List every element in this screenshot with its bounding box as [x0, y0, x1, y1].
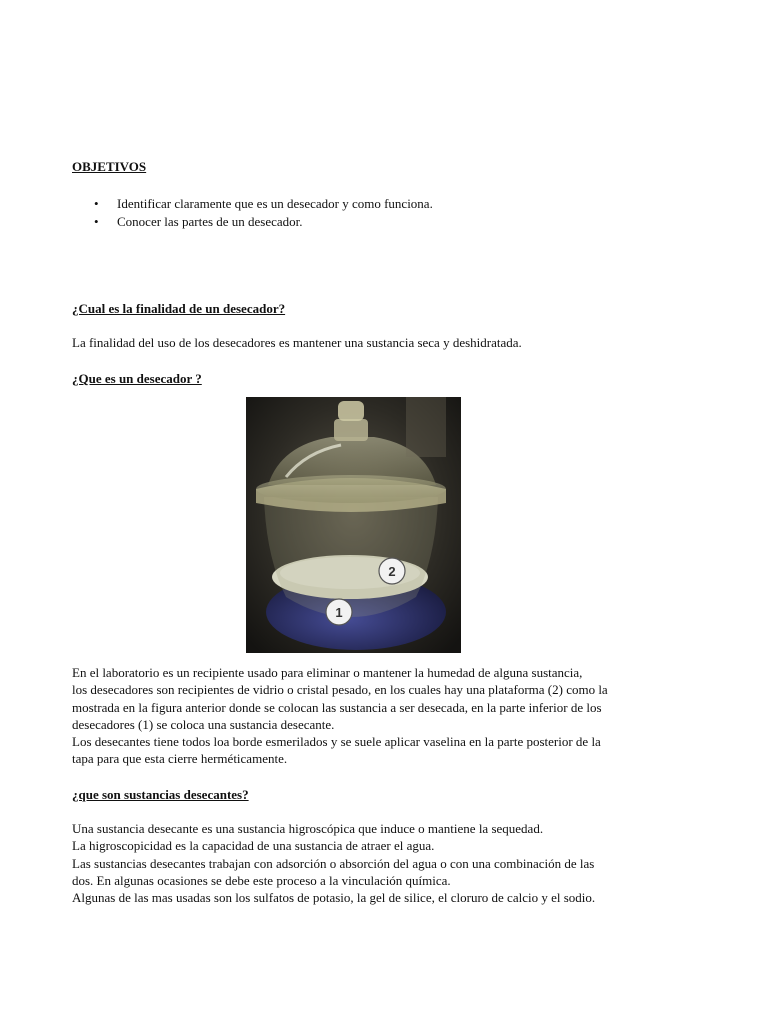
paragraph-line: Una sustancia desecante es una sustancia higroscópica que induce o mantiene la sequedad.: [72, 821, 544, 836]
list-item: • Conocer las partes de un desecador.: [94, 214, 303, 229]
paragraph-line: Las sustancias desecantes trabajan con adsorción o absorción del agua o con una combinación de las: [72, 855, 595, 871]
paragraph-line: desecadores (1) se coloca una sustancia desecante.: [72, 716, 335, 732]
sustancias-paragraph: [72, 820, 712, 906]
objetivos-heading: OBJETIVOS: [72, 159, 147, 174]
sustancias-heading: ¿que son sustancias desecantes?: [72, 787, 249, 802]
finalidad-answer: La finalidad del uso de los desecadores es mantener una sustancia seca y deshidratada.: [72, 335, 522, 350]
bullet-icon: •: [94, 196, 99, 211]
objetivos-list: [72, 195, 433, 231]
figure-label-1: 1: [335, 605, 343, 620]
paragraph-line: Los desecantes tiene todos loa borde esmerilados y se suele aplicar vaselina en la parte posterior de la: [72, 734, 601, 750]
paragraph-line: Algunas de las mas usadas son los sulfatos de potasio, la gel de silice, el cloruro de calcio y el sodio.: [72, 890, 596, 906]
paragraph-line: La higroscopicidad es la capacidad de una sustancia de atraer el agua.: [72, 838, 435, 854]
paragraph-line: los desecadores son recipientes de vidrio o cristal pesado, en los cuales hay una plataforma (2) como la: [72, 682, 608, 698]
list-item: • Identificar claramente que es un desecador y como funciona.: [94, 196, 433, 211]
paragraph-line: mostrada en la figura anterior donde se colocan las sustancia a ser desecada, en la parte inferior de los: [72, 699, 602, 715]
paragraph-line: En el laboratorio es un recipiente usado para eliminar o mantener la humedad de alguna sustancia,: [72, 665, 583, 680]
desiccator-photo: [246, 397, 461, 653]
que-es-heading: ¿Que es un desecador ?: [72, 371, 202, 386]
finalidad-heading: ¿Cual es la finalidad de un desecador?: [72, 301, 286, 316]
figure-label-2: 2: [388, 564, 396, 579]
que-es-paragraph: [72, 664, 712, 768]
bullet-icon: •: [94, 214, 99, 229]
paragraph-line: dos. En algunas ocasiones se debe este proceso a la vinculación química.: [72, 872, 451, 888]
paragraph-line: tapa para que esta cierre herméticamente.: [72, 751, 288, 767]
